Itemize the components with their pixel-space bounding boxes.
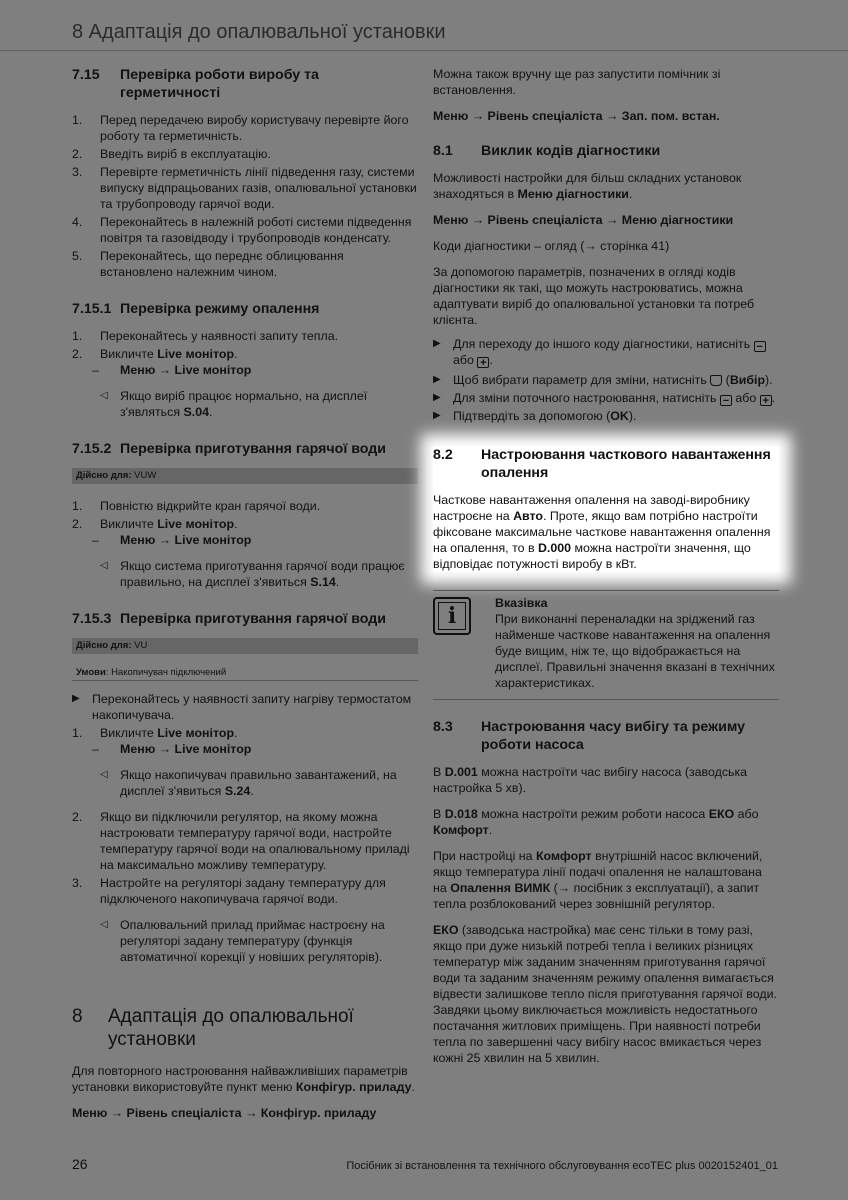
list-item: 5. Переконайтесь, що переднє облицювання встановлено належним чином.	[72, 249, 344, 279]
document-title: Посібник зі встановлення та технічного обслуговування ecoTEC plus 0020152401_01	[346, 1160, 778, 1172]
section-8-3-heading: 8.3 Настроювання часу вибігу та режиму роботи насоса	[433, 719, 746, 753]
paragraph: В D.018 можна настроїти режим роботи насоса ЕКО або Комфорт.	[433, 807, 759, 837]
menu-path: – Меню → Live монітор	[92, 533, 252, 547]
list-item: 2. Якщо ви підключили регулятор, на якому можна настроювати температуру гарячої води, настройте температуру гарячої води на опалювальному приладі на максимально можливу температуру.	[72, 810, 410, 872]
plus-key-icon: +	[760, 395, 772, 406]
section-7-15-1-heading: 7.15.1 Перевірка режиму опалення	[72, 301, 320, 317]
section-7-15-3-heading: 7.15.3 Перевірка приготування гарячої води	[72, 611, 387, 627]
bullet-item: ▶ Для переходу до іншого коду діагностики, натисніть − або + .	[433, 336, 779, 368]
list-item: 4. Переконайтесь в належній роботі системи підведення повітря та газовідводу і трубопроводів конденсату.	[72, 215, 412, 245]
list-item: 3. Настройте на регуляторі задану температуру для підключеного накопичувача гарячої води.	[72, 876, 386, 906]
result-item: ◁ Опалювальний прилад приймає настроєну на регуляторі задану температуру (функція автоматичної корекції у новіших регуляторів).	[100, 918, 385, 964]
result-item: ◁ Якщо виріб працює нормально, на дисплеї з'являться S.04.	[100, 389, 368, 419]
paragraph: Часткове навантаження опалення на заводі-виробнику настроєне на Авто. Проте, якщо вам потрібно настроїти фіксоване максимальне часткове навантаження опалення на опалення, то в D.000 можна настроїти значення, що відповідає потужності виробу в кВт.	[433, 493, 771, 571]
cross-reference: Коди діагностики – огляд (→ сторінка 41)	[433, 239, 670, 253]
menu-path: – Меню → Live монітор	[92, 742, 252, 756]
left-column	[72, 66, 418, 1121]
section-number: 7.15	[72, 67, 100, 83]
list-item: 2. Введіть виріб в експлуатацію.	[72, 147, 271, 161]
note-title: Вказівка	[495, 596, 548, 610]
paragraph: Можливості настройки для більш складних установок знаходяться в Меню діагностики.	[433, 171, 742, 201]
list-item: 2. Викличте Live монітор.	[72, 347, 238, 361]
note-box	[433, 590, 779, 700]
conditions-bar: Умови: Накопичувач підключений	[72, 666, 418, 681]
paragraph: ЕКО (заводська настройка) має сенс тільки в тому разі, якщо при дуже низькій потребі тепла і великих різницях температур між заданим значенням приготування гарячої води та заданим значенням режиму опалення вимагається відвести залишкове тепло після приготування гарячої води. Завдяки цьому виключається можливість недостатнього постачання житлових приміщень. При наявності потреби тепла по завершенні часу вибігу насос вмикається через кожні 25 хвилин на 5 хвилин.	[433, 923, 777, 1065]
header-rule	[0, 50, 848, 51]
menu-path: Меню → Рівень спеціаліста → Меню діагностики	[433, 213, 734, 227]
section-7-15-heading	[72, 66, 418, 102]
list-item: 1. Повністю відкрийте кран гарячої води.	[72, 499, 321, 513]
menu-path: – Меню → Live монітор	[92, 363, 252, 377]
result-item: ◁ Якщо накопичувач правильно завантажений, на дисплеї з'явиться S.24.	[100, 768, 397, 798]
plus-key-icon: +	[477, 357, 489, 368]
page-header-title: 8 Адаптація до опалювальної установки	[72, 21, 446, 43]
chapter-8-paragraph: Для повторного настроювання найважливіших параметрів установки використовуйте пункт меню Конфігур. приладу.	[72, 1064, 415, 1094]
bullet-item: ▶ Переконайтесь у наявності запиту нагріву термостатом накопичувача.	[72, 692, 412, 722]
section-7-15-2-heading: 7.15.2 Перевірка приготування гарячої води	[72, 441, 387, 457]
valid-for-bar: Дійсно для: VUW	[72, 468, 418, 484]
highlighted-section-8-2	[433, 446, 779, 572]
list-item: 1. Викличте Live монітор.	[72, 726, 238, 740]
list-item: 1. Перед передачею виробу користувачу перевірте його роботу та герметичність.	[72, 113, 409, 143]
paragraph: В D.001 можна настроїти час вибігу насоса (заводська настройка 5 хв).	[433, 765, 748, 795]
list-item: 2. Викличте Live монітор.	[72, 517, 238, 531]
bullet-item: ▶ Щоб вибрати параметр для зміни, натисніть (Вибір).	[433, 373, 773, 387]
note-text: При виконанні переналадки на зріджений газ найменше часткове навантаження на опалення буде вищим, ніж те, що відображається на дисплеї. Правильні значення вказані в технічних характеристиках.	[495, 612, 775, 690]
minus-key-icon: −	[720, 395, 732, 406]
bullet-item: ▶ Для зміни поточного настроювання, натисніть − або + .	[433, 391, 776, 407]
select-key-icon	[710, 375, 722, 386]
valid-for-bar: Дійсно для: VU	[72, 638, 418, 654]
result-item: ◁ Якщо система приготування гарячої води працює правильно, на дисплеї з'явиться S.14.	[100, 559, 405, 589]
list-item: 1. Переконайтесь у наявності запиту тепла.	[72, 329, 339, 343]
intro-paragraph: Можна також вручну ще раз запустити помічник зі встановлення.	[433, 67, 721, 97]
page-number: 26	[72, 1156, 88, 1172]
section-title: Перевірка роботи виробу та герметичності	[120, 67, 319, 101]
section-8-1-heading: 8.1 Виклик кодів діагностики	[433, 143, 661, 159]
paragraph: За допомогою параметрів, позначених в огляді кодів діагностики як такі, що можуть настроюватись, можна адаптувати виріб до опалювальної установки та потреб клієнта.	[433, 265, 755, 327]
bullet-item: ▶ Підтвердіть за допомогою (OK).	[433, 409, 637, 423]
list-item: 3. Перевірте герметичність лінії підведення газу, системи випуску відпрацьованих газів, опалювальної установки та трубопроводу гарячої води.	[72, 165, 417, 211]
menu-path: Меню → Рівень спеціаліста → Зап. пом. встан.	[433, 109, 720, 123]
paragraph: При настройці на Комфорт внутрішній насос включений, якщо температура лінії подачі опалення не налаштована на Опалення ВИМК (→ посібник з експлуатації), а запит тепла розблокований через зовнішній регулятор.	[433, 849, 763, 911]
section-8-2-heading: 8.2 Настроювання часткового навантаження опалення	[433, 447, 771, 481]
menu-path: Меню → Рівень спеціаліста → Конфігур. приладу	[72, 1106, 377, 1120]
info-icon: i	[433, 597, 471, 635]
right-column	[433, 66, 779, 1066]
chapter-8-heading: 8 Адаптація до опалювальної установки	[72, 1006, 354, 1050]
minus-key-icon: −	[754, 341, 766, 352]
